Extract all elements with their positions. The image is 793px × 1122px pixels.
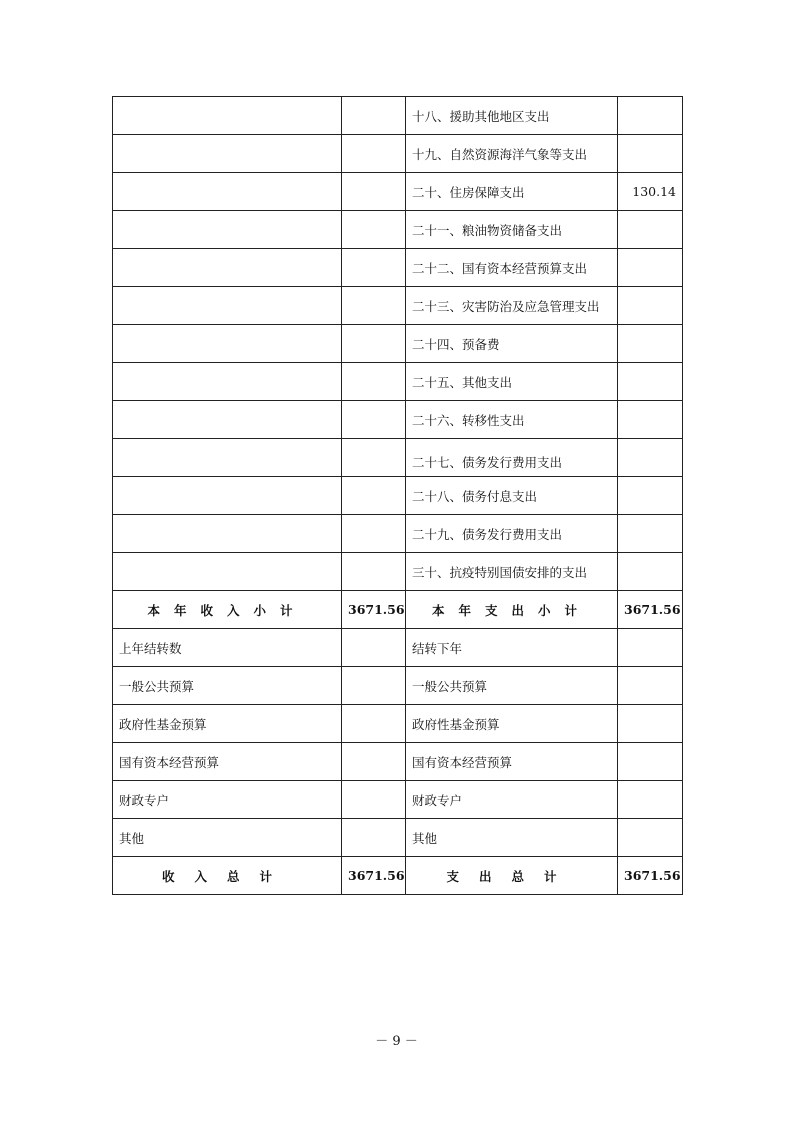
expense-item-label: 十九、自然资源海洋气象等支出 [406,135,618,173]
income-carry-item: 政府性基金预算 [113,705,342,743]
expense-item-label: 二十七、债务发行费用支出 [406,439,618,477]
expense-value-cell [618,97,683,135]
budget-table [112,96,683,895]
expense-carry-header: 结转下年 [406,629,618,667]
income-carry-item: 一般公共预算 [113,667,342,705]
expense-value-cell [618,515,683,553]
income-carry-item: 国有资本经营预算 [113,743,342,781]
income-item-cell [113,325,342,363]
income-value-cell [342,173,406,211]
income-value-cell [342,97,406,135]
income-item-cell [113,477,342,515]
expense-value-cell [618,325,683,363]
expense-value-cell [618,401,683,439]
expense-item-label: 二十三、灾害防治及应急管理支出 [406,287,618,325]
income-item-cell [113,363,342,401]
income-value-cell [342,515,406,553]
income-carry-header: 上年结转数 [113,629,342,667]
expense-item-label: 二十一、粮油物资储备支出 [406,211,618,249]
expense-value-cell [618,439,683,477]
table-row [113,211,683,249]
expense-subtotal-label: 本年支出小计 [406,591,618,629]
expense-item-label: 二十二、国有资本经营预算支出 [406,249,618,287]
income-item-cell [113,439,342,477]
expense-value-cell [618,211,683,249]
carry-row [113,743,683,781]
income-item-cell [113,173,342,211]
income-value-cell [342,439,406,477]
table-row [113,325,683,363]
expense-carry-value [618,667,683,705]
expense-item-label: 二十四、预备费 [406,325,618,363]
expense-item-label: 二十五、其他支出 [406,363,618,401]
carry-row [113,819,683,857]
income-carry-value [342,667,406,705]
income-item-cell [113,97,342,135]
table-row [113,135,683,173]
income-carry-value [342,819,406,857]
income-item-cell [113,211,342,249]
expense-carry-item: 财政专户 [406,781,618,819]
table-row [113,173,683,211]
expense-carry-item: 一般公共预算 [406,667,618,705]
income-value-cell [342,553,406,591]
expense-total-label: 支出总计 [406,857,618,895]
income-item-cell [113,515,342,553]
table-row [113,515,683,553]
income-item-cell [113,249,342,287]
expense-carry-value [618,629,683,667]
income-carry-value [342,705,406,743]
expense-carry-value [618,781,683,819]
income-value-cell [342,135,406,173]
subtotal-row [113,591,683,629]
income-carry-item: 财政专户 [113,781,342,819]
income-value-cell [342,363,406,401]
page-number: － 9 － [375,1034,418,1049]
table-row [113,401,683,439]
table-row [113,363,683,401]
income-value-cell [342,249,406,287]
income-subtotal-label: 本年收入小计 [113,591,342,629]
expense-value-cell [618,135,683,173]
expense-item-label: 十八、援助其他地区支出 [406,97,618,135]
income-carry-value [342,629,406,667]
expense-total-value: 3671.56 [618,857,683,895]
expense-carry-item: 政府性基金预算 [406,705,618,743]
expense-carry-item: 国有资本经营预算 [406,743,618,781]
table-row [113,287,683,325]
income-carry-value [342,781,406,819]
expense-value-cell: 130.14 [618,173,683,211]
expense-carry-value [618,705,683,743]
carry-row [113,705,683,743]
carry-row [113,781,683,819]
expense-value-cell [618,363,683,401]
grand-total-row [113,857,683,895]
income-total-label: 收入总计 [113,857,342,895]
expense-value-cell [618,249,683,287]
table-row [113,553,683,591]
income-item-cell [113,401,342,439]
income-carry-item: 其他 [113,819,342,857]
income-total-value: 3671.56 [342,857,406,895]
carry-header-row [113,629,683,667]
income-value-cell [342,477,406,515]
income-carry-value [342,743,406,781]
expense-value-cell [618,287,683,325]
expense-item-label: 二十、住房保障支出 [406,173,618,211]
carry-row [113,667,683,705]
expense-item-label: 二十八、债务付息支出 [406,477,618,515]
income-value-cell [342,287,406,325]
expense-value-cell [618,553,683,591]
expense-value-cell [618,477,683,515]
income-item-cell [113,287,342,325]
expense-item-label: 三十、抗疫特别国债安排的支出 [406,553,618,591]
expense-subtotal-value: 3671.56 [618,591,683,629]
income-item-cell [113,553,342,591]
income-value-cell [342,211,406,249]
expense-item-label: 二十六、转移性支出 [406,401,618,439]
table-row [113,249,683,287]
table-row [113,97,683,135]
expense-carry-value [618,819,683,857]
expense-item-label: 二十九、债务发行费用支出 [406,515,618,553]
expense-carry-value [618,743,683,781]
table-row [113,477,683,515]
income-item-cell [113,135,342,173]
income-value-cell [342,401,406,439]
expense-carry-item: 其他 [406,819,618,857]
income-subtotal-value: 3671.56 [342,591,406,629]
table-row [113,439,683,477]
income-value-cell [342,325,406,363]
